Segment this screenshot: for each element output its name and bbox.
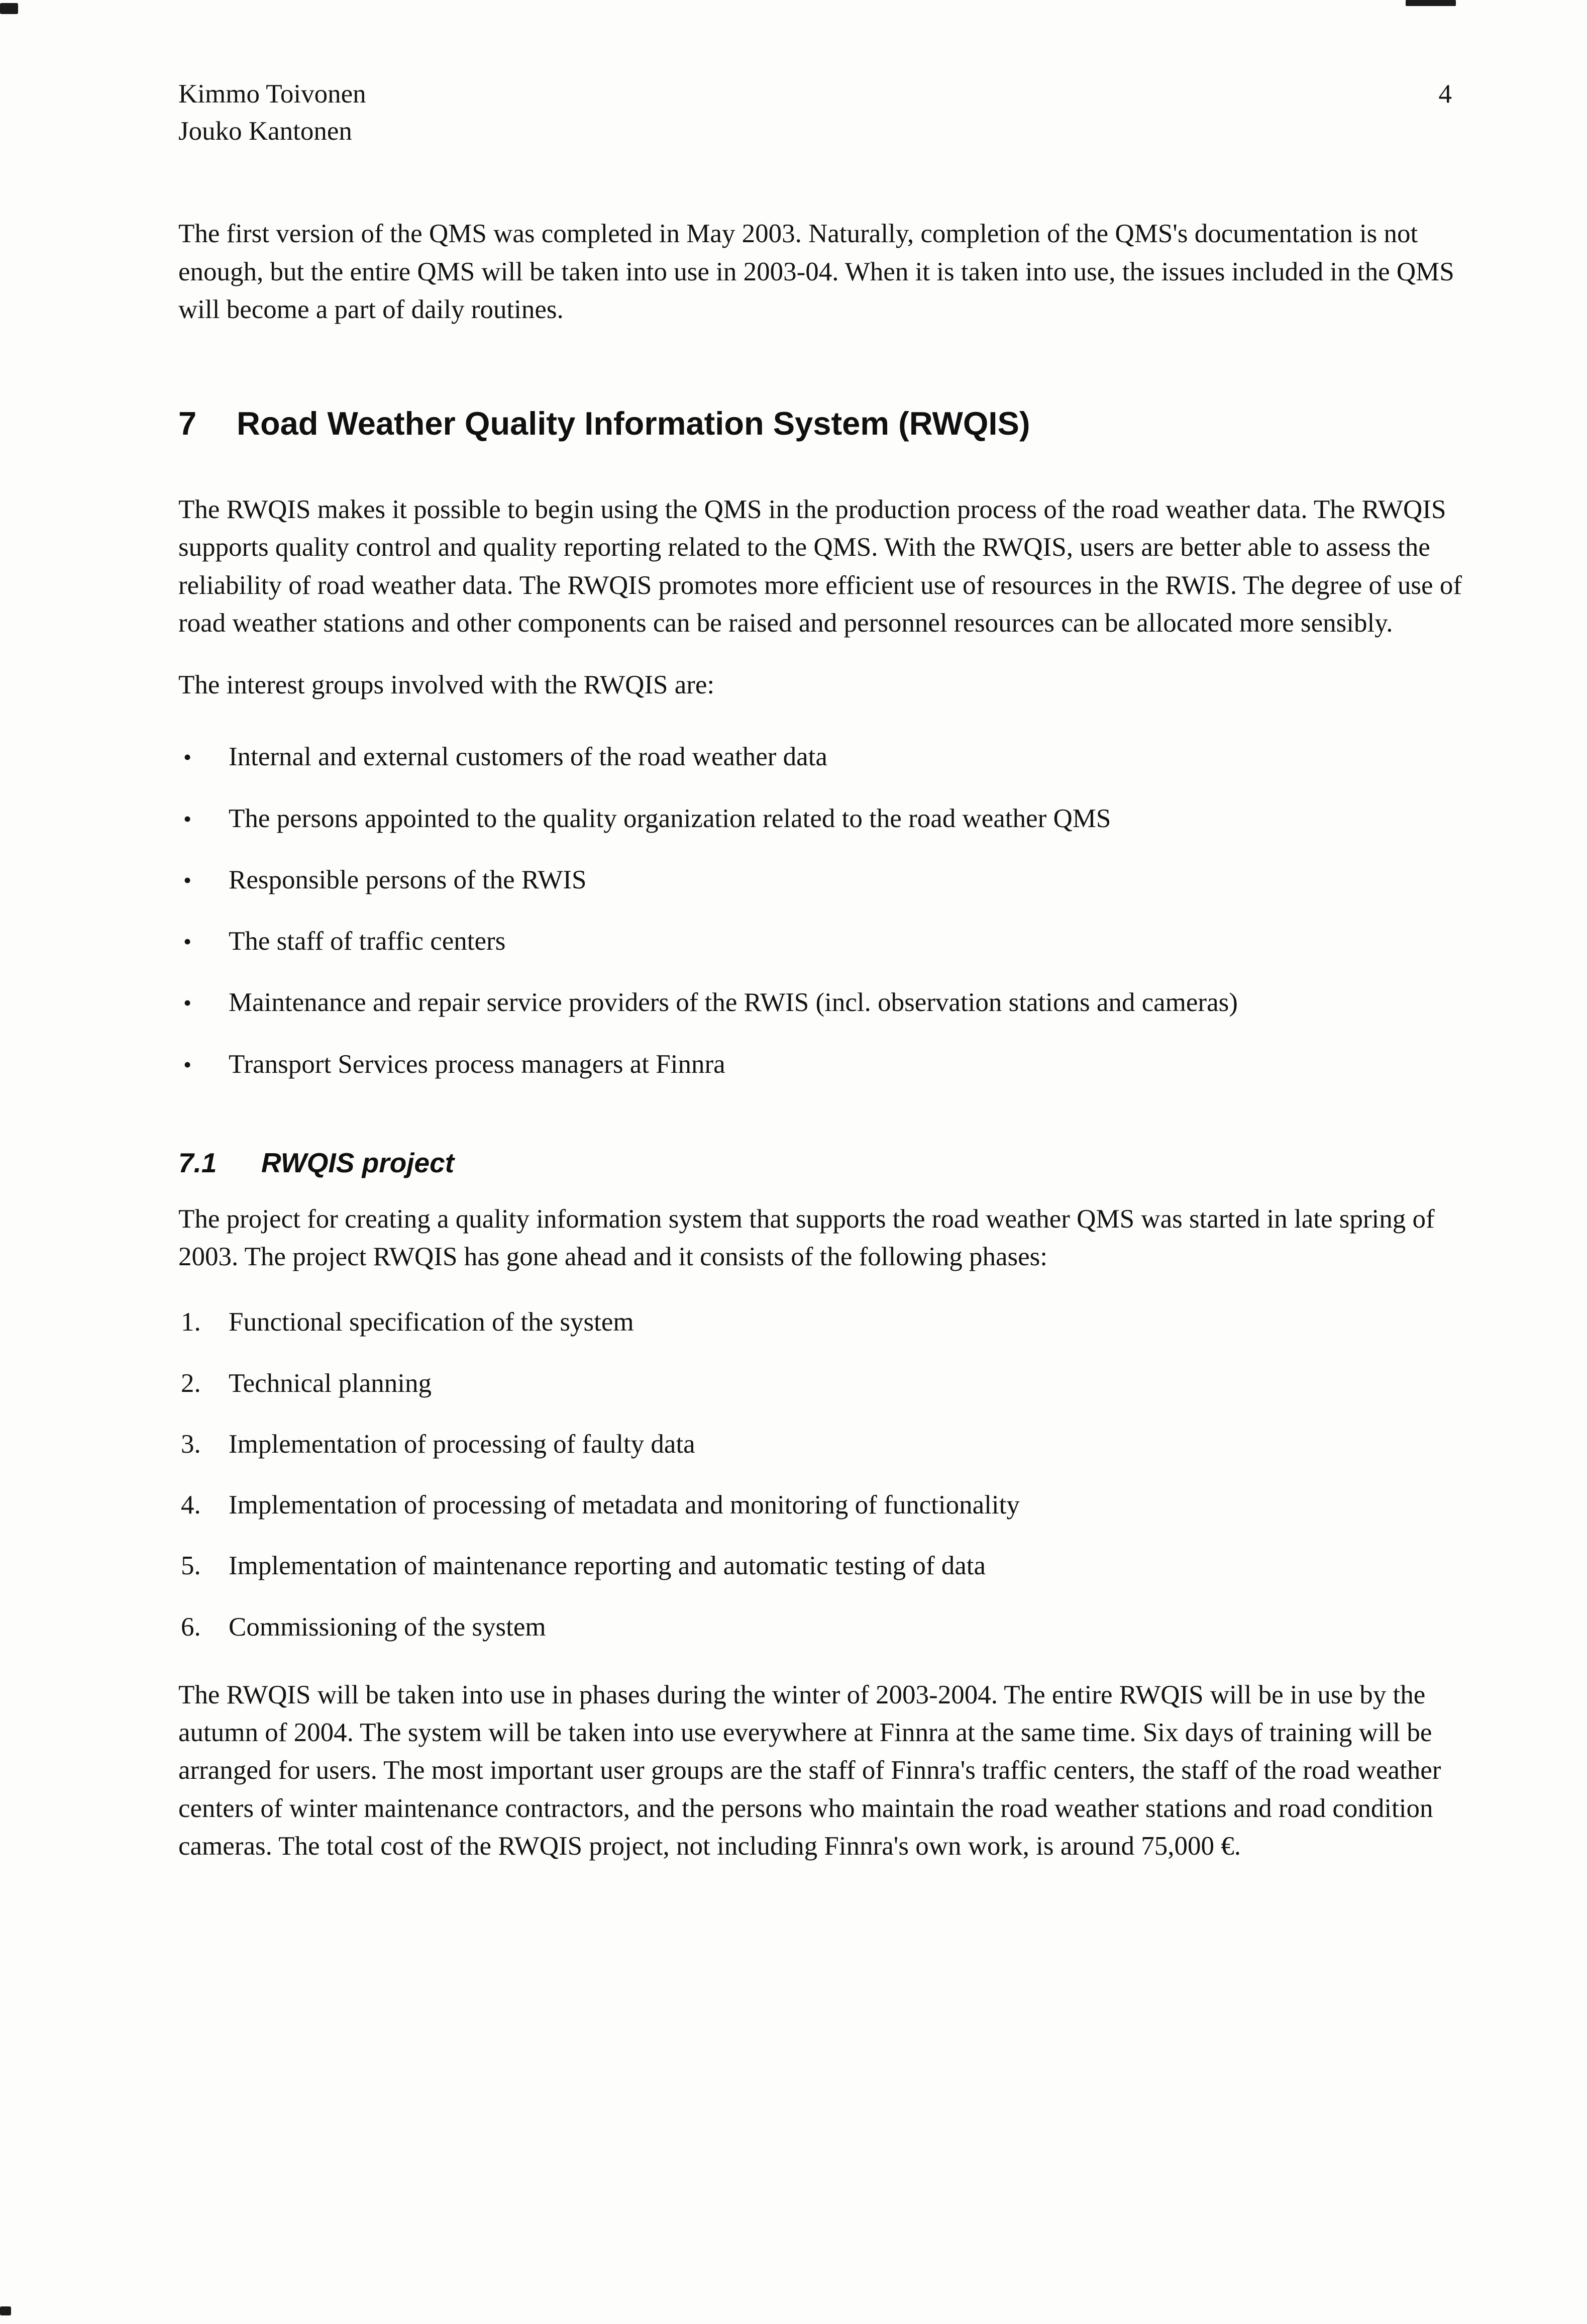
section-7-1-paragraph-1: The project for creating a quality information system that supports the road weather QMS was started in late spring of 2003. The project RWQIS has gone ahead and it consists of the following phases:	[178, 1204, 1435, 1272]
scan-artifact-bottom-left	[0, 2306, 11, 2315]
list-item: Implementation of maintenance reporting and automatic testing of data	[229, 1551, 986, 1581]
author-name-2: Jouko Kantonen	[178, 117, 352, 146]
section-7-heading	[178, 404, 1467, 443]
list-item: • Transport Services process managers at Finnra	[178, 1046, 1467, 1083]
author-block	[178, 75, 366, 150]
project-phases-list	[178, 1303, 1467, 1646]
page-number: 4	[1438, 79, 1452, 109]
list-item: Technical planning	[229, 1368, 432, 1398]
section-7-paragraph-1: The RWQIS makes it possible to begin using the QMS in the production process of the road weather data. The RWQIS supports quality control and quality reporting related to the QMS. With the RWQIS, users are better able to assess the reliability of road weather data. The RWQIS promotes more efficient use of resources in the RWIS. The degree of use of road weather stations and other components can be raised and personnel resources can be allocated more sensibly.	[178, 495, 1462, 638]
list-item: Implementation of processing of faulty data	[229, 1429, 695, 1459]
section-7-1-number: 7.1	[178, 1147, 217, 1178]
section-7-1-title: RWQIS project	[261, 1147, 455, 1178]
list-item: • Internal and external customers of the road weather data	[178, 738, 1467, 776]
page-content	[178, 75, 1467, 1889]
scan-artifact-top-right	[1406, 0, 1456, 6]
list-item: • The persons appointed to the quality organization related to the road weather QMS	[178, 800, 1467, 838]
section-7-paragraph-2: The interest groups involved with the RWQIS are:	[178, 670, 715, 700]
intro-paragraph: The first version of the QMS was completed in May 2003. Naturally, completion of the QMS's documentation is not enough, but the entire QMS will be taken into use in 2003-04. When it is taken into use, the issues included in the QMS will become a part of daily routines.	[178, 219, 1454, 324]
page-header	[178, 75, 1467, 150]
list-item: Functional specification of the system	[229, 1307, 634, 1337]
interest-groups-list	[178, 738, 1467, 1083]
list-item: • The staff of traffic centers	[178, 923, 1467, 960]
list-item: • Responsible persons of the RWIS	[178, 861, 1467, 899]
section-7-1-heading	[178, 1146, 1467, 1179]
section-7-number: 7	[178, 405, 197, 442]
section-7-title: Road Weather Quality Information System (RWQIS)	[237, 405, 1030, 442]
author-name-1: Kimmo Toivonen	[178, 79, 366, 109]
list-item: Commissioning of the system	[229, 1612, 546, 1642]
list-item: Implementation of processing of metadata and monitoring of functionality	[229, 1490, 1020, 1520]
scan-artifact-top-left	[0, 3, 18, 14]
list-item: • Maintenance and repair service providers of the RWIS (incl. observation stations and cameras)	[178, 984, 1467, 1022]
section-7-1-paragraph-2: The RWQIS will be taken into use in phases during the winter of 2003-2004. The entire RWQIS will be in use by the autumn of 2004. The system will be taken into use everywhere at Finnra at the same time. Six days of training will be arranged for users. The most important user groups are the staff of Finnra's traffic centers, the staff of the road weather centers of winter maintenance contractors, and the persons who maintain the road weather stations and road condition cameras. The total cost of the RWQIS project, not including Finnra's own work, is around 75,000 €.	[178, 1680, 1441, 1861]
